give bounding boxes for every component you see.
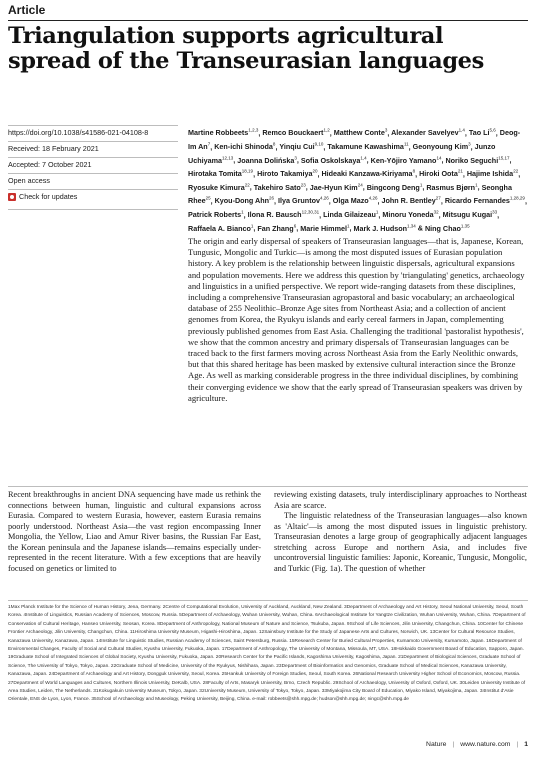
page-footer bbox=[8, 738, 528, 750]
author-affiliation-marker: 11 bbox=[403, 141, 409, 147]
author-name: Minoru Yoneda$^{32}$ bbox=[382, 209, 439, 219]
abstract: The origin and early dispersal of speakers of Transeurasian languages—that is, Japanese, Korean, Tungusic, Mongolic and Turkic—is among the most disputed issues of Eurasian population history. A key problem is the relationship between linguistic dispersals, agricultural expansions and population movements. Here we address this question by 'triangulating' genetics, archaeology and linguistics in a unified perspective. We report wide-ranging datasets from these disciplines, including a comprehensive Transeurasian agropastoral and basic vocabulary; an archaeological database of 255 Neolithic–Bronze Age sites from Northeast Asia; and a collection of ancient genomes from Korea, the Ryukyu islands and early cereal farmers in Japan, complementing previously published genomes from East Asia. Challenging the traditional 'pastoralist hypothesis', we show that the common ancestry and primary dispersals of Transeurasian languages can be traced back to the first farmers moving across Northeast Asia from the Early Neolithic onwards, but that this shared heritage has been masked by extensive cultural interaction since the Bronze Age. As well as marking considerable progress in the three individual disciplines, by combining their converging evidence we show that the early spread of Transeurasian speakers was driven by agriculture. bbox=[188, 236, 525, 403]
author-name: Deog-Im An$^7$ bbox=[188, 128, 521, 151]
author-name: Takehiro Sato$^{23}$ bbox=[253, 182, 306, 192]
author-name: Seongha Rhee$^{25}$ bbox=[188, 182, 512, 206]
journal-name: Nature bbox=[426, 740, 447, 748]
author-affiliation-marker: 1 bbox=[475, 182, 478, 188]
author-name: Yinqiu Cui$^{9,10}$ bbox=[279, 141, 324, 151]
article-type-label: Article bbox=[8, 3, 46, 17]
author-affiliation-marker: 22 bbox=[244, 182, 250, 188]
author-affiliation-marker: 12,13 bbox=[221, 155, 234, 161]
author-name: Ning Chao$^{1,35}$ bbox=[424, 223, 470, 233]
open-access-label: Open access bbox=[8, 174, 178, 190]
author-affiliation-marker: 15,17 bbox=[498, 155, 510, 161]
affiliations-footnote: 1Max Planck Institute for the Science of Human History, Jena, Germany. 2Centre of Computational Evolution, University of Auckland, Auckland, New Zealand. 3Department of Archaeology and Art History, Seoul National University, Seoul, South Korea. 4Institute of Linguistics, Russian Academy of Sciences, Moscow, Russia. 5Department of Archaeology, Wuhan University, Wuhan, China. 6Archaeological Institute for Yangtze Civilization, Wuhan University, Wuhan, China. 7Department of Conservation of Cultural Heritage, Hanseo University, Seosan, Korea. 8Department of Anthropology, National Museum of Nature and Science, Tsukuba, Japan. 9School of Life Sciences, Jilin University, Changchun, China. 10Center for Chinese Frontier Archaeology, Jilin University, Changchun, China. 11Hiroshima University Museum, Higashi-Hiroshima, Japan. 12Sainsbury Institute for the Study of Japanese Arts and Cultures, Norwich, UK. 13Center for Cultural Resource Studies, Kanazawa University, Kanazawa, Japan. 14Institute for Linguistic Studies, Russian Academy of Sciences, Saint Petersburg, Russia. 15Research Center for Buried Cultural Properties, Kumamoto University, Kumamoto, Japan. 16Department of Environmental Changes, Faculty of Social and Cultural Studies, Kyushu University, Fukuoka, Japan. 17Department of Anthropology, The University of Montana, Missoula, MT, USA. 18Hokkaido Government Board of Education, Sapporo, Japan. 19Graduate School of Integrated Sciences of Global Society, Kyushu University, Fukuoka, Japan. 20Research Center for the Pacific Islands, Kagoshima University, Kagoshima, Japan. 21Department of Biological Sciences, Graduate School of Science, The University of Tokyo, Tokyo, Japan. 22Graduate School of Medicine, University of the Ryukyus, Nishihara, Japan. 23Department of Bioinformatics and Genomics, Graduate School of Medical Sciences, Kanazawa University, Kanazawa, Japan. 24Department of Archaeology and Art History, Dongguk University, Seoul, Korea. 25Hankuk University of Foreign Studies, Seoul, South Korea. 26National Research University Higher School of Economics, Moscow, Russia. 27Department of World Languages and Cultures, Northern Illinois University, DeKalb, USA. 28Faculty of Arts, Masaryk University, Brno, Czech Republic. 29School of Archaeology, University of Oxford, Oxford, UK. 30Leiden University Institute of Area Studies, Leiden, The Netherlands. 31Kokugakuin University Museum, Tokyo, Japan. 32University Museum, University of Tokyo, Tokyo, Japan. 33Miyakojima City Board of Education, Miyako Island, Miyakojima, Japan. 34Institut d'Asie Orientale, ENS de Lyon, Lyon, France. 35School of Archaeology and Museology, Peking University, Beijing, China. e-mail: robbeets@shh.mpg.de; hudson@shh.mpg.de; ningc@shh.mpg.de bbox=[8, 605, 526, 703]
author-affiliation-marker: 18,19 bbox=[241, 168, 254, 174]
author-name: Matthew Conte$^3$ bbox=[333, 128, 388, 138]
footer-separator: | bbox=[452, 740, 455, 748]
author-affiliation-marker: 1,34 bbox=[407, 223, 416, 229]
author-name: Hideaki Kanzawa-Kiriyama$^8$ bbox=[321, 168, 416, 179]
author-name: Mark J. Hudson$^{1,34}$ bbox=[353, 223, 416, 233]
author-affiliation-marker: 3 bbox=[294, 155, 297, 161]
author-name: Hajime Ishida$^{22}$ bbox=[466, 168, 519, 179]
author-affiliation-marker: 32 bbox=[433, 209, 439, 215]
author-name: Sofia Oskolskaya$^{1,4}$ bbox=[300, 155, 367, 165]
body-column-left bbox=[8, 490, 261, 574]
author-name: Raffaela A. Bianco$^1$ bbox=[188, 223, 254, 233]
author-name: John R. Bentley$^{27}$ bbox=[381, 195, 441, 206]
author-name: Tao Li$^{5,6}$ bbox=[468, 128, 496, 138]
author-affiliation-marker: 6 bbox=[293, 223, 297, 229]
author-affiliation-marker: 1 bbox=[375, 209, 379, 215]
author-affiliation-marker: 4,26 bbox=[368, 195, 378, 201]
author-name: Remco Bouckaert$^{1,2}$ bbox=[262, 128, 330, 138]
body-paragraph: The linguistic relatedness of the Transeurasian languages—also known as 'Altaic'—is among the most disputed issues in linguistic prehistory. Transeurasian denotes a large group of geographically adjacent languages stretching across Europe and northern Asia, and includes five uncontroversial linguistic families: Japonic, Koreanic, Tungusic, Mongolic, and Turkic (Fig. 1a). The question of whether bbox=[274, 511, 527, 573]
author-affiliation-marker: 1 bbox=[419, 182, 423, 188]
author-affiliation-marker: 1,2,3 bbox=[248, 128, 259, 133]
page-number: 1 bbox=[524, 740, 528, 748]
check-updates-button[interactable] bbox=[8, 190, 178, 210]
body-paragraph: reviewing existing datasets, truly interdisciplinary approaches to Northeast Asia are scarce. bbox=[274, 490, 527, 510]
author-name: Linda Gilaizeau$^1$ bbox=[323, 209, 379, 219]
author-name: Ken-ichi Shinoda$^8$ bbox=[214, 141, 276, 151]
author-affiliation-marker: 9,10 bbox=[314, 141, 324, 147]
author-name: Junzo Uchiyama$^{12,13}$ bbox=[188, 141, 496, 165]
author-affiliation-marker: 3 bbox=[384, 128, 388, 133]
doi-link[interactable]: https://doi.org/10.1038/s41586-021-04108-8 bbox=[8, 125, 178, 142]
author-affiliation-marker: 1,4 bbox=[458, 128, 465, 133]
author-affiliation-marker: 4,26 bbox=[319, 195, 329, 201]
author-affiliation-marker: 24 bbox=[357, 182, 363, 188]
body-column-right bbox=[274, 490, 527, 574]
author-affiliation-marker: 5,6 bbox=[489, 128, 496, 133]
author-name: Olga Mazo$^{4,26}$ bbox=[332, 195, 378, 206]
author-name: Hiroki Oota$^{21}$ bbox=[419, 168, 463, 179]
author-affiliation-marker: 3 bbox=[468, 141, 471, 147]
author-name: Takamune Kawashima$^{11}$ bbox=[327, 141, 409, 151]
author-name: Joanna Dolińska$^3$ bbox=[237, 155, 297, 165]
author-name: Ilya Gruntov$^{4,26}$ bbox=[278, 195, 329, 206]
author-name: Kyou-Dong Ahn$^{26}$ bbox=[214, 195, 275, 206]
author-affiliation-marker: 1,28,29 bbox=[509, 195, 525, 201]
author-name: Mitsugu Kugai$^{33}$ bbox=[442, 209, 498, 219]
author-affiliation-marker: 27 bbox=[435, 195, 441, 201]
author-name: Jae-Hyun Kim$^{24}$ bbox=[309, 182, 363, 192]
author-affiliation-marker: 1 bbox=[250, 223, 254, 229]
author-name: Ken-Yōjiro Yamano$^{14}$ bbox=[370, 155, 442, 165]
author-affiliation-marker: 23 bbox=[300, 182, 306, 188]
author-affiliation-marker: 8 bbox=[272, 141, 276, 147]
author-name: Ricardo Fernandes$^{1,28,29}$ bbox=[444, 195, 525, 206]
author-name: Fan Zhang$^6$ bbox=[257, 223, 297, 233]
author-name: Martine Robbeets$^{1,2,3}$ bbox=[188, 128, 259, 138]
check-updates-icon bbox=[8, 193, 16, 201]
author-affiliation-marker: 25 bbox=[205, 195, 211, 201]
author-affiliation-marker: 26 bbox=[269, 195, 275, 201]
received-date: Received: 18 February 2021 bbox=[8, 142, 178, 158]
author-name: Alexander Savelyev$^{1,4}$ bbox=[391, 128, 465, 138]
author-affiliation-marker: 21 bbox=[457, 168, 463, 174]
author-name: Patrick Roberts$^1$ bbox=[188, 209, 244, 219]
author-name: Marie Himmel$^1$ bbox=[300, 223, 350, 233]
journal-url[interactable]: www.nature.com bbox=[460, 740, 511, 748]
author-affiliation-marker: 12,30,31 bbox=[301, 209, 320, 215]
check-updates-label: Check for updates bbox=[19, 192, 78, 201]
accepted-date: Accepted: 7 October 2021 bbox=[8, 158, 178, 174]
body-divider bbox=[8, 486, 528, 487]
author-list: Martine Robbeets$^{1,2,3}$, Remco Bouckaert$^{1,2}$, Matthew Conte$^3$, Alexander Savelyev$^{1,4}$, Tao Li$^{5,6}$, Deog-Im An$^7$, Ken-ichi Shinoda$^8$, Yinqiu Cui$^{9,10}$, Takamune Kawashima$^{11}$, Geonyoung Kim$^3$, Junzo Uchiyama$^{12,13}$, Joanna Dolińska$^3$, Sofia Oskolskaya$^{1,4}$, Ken-Yōjiro Yamano$^{14}$, Noriko Seguchi$^{15,17}$, Hirotaka Tomita$^{18,19}$, Hiroto Takamiya$^{20}$, Hideaki Kanzawa-Kiriyama$^8$, Hiroki Oota$^{21}$, Hajime Ishida$^{22}$, Ryosuke Kimura$^{22}$, Takehiro Sato$^{23}$, Jae-Hyun Kim$^{24}$, Bingcong Deng$^1$, Rasmus Bjørn$^1$, Seongha Rhee$^{25}$, Kyou-Dong Ahn$^{26}$, Ilya Gruntov$^{4,26}$, Olga Mazo$^{4,26}$, John R. Bentley$^{27}$, Ricardo Fernandes$^{1,28,29}$, Patrick Roberts$^1$, Ilona R. Bausch$^{12,30,31}$, Linda Gilaizeau$^1$, Minoru Yoneda$^{32}$, Mitsugu Kugai$^{33}$, Raffaela A. Bianco$^1$, Fan Zhang$^6$, Marie Himmel$^1$, Mark J. Hudson$^{1,34}$ & Ning Chao$^{1,35}$ bbox=[188, 128, 527, 233]
author-affiliation-marker: 1 bbox=[346, 223, 350, 229]
author-affiliation-marker: 14 bbox=[436, 155, 442, 161]
author-affiliation-marker: 1,4 bbox=[360, 155, 367, 161]
author-affiliation-marker: 1 bbox=[241, 209, 244, 215]
article-meta-panel bbox=[8, 125, 178, 210]
author-name: Geonyoung Kim$^3$ bbox=[412, 141, 471, 151]
author-affiliation-marker: 7 bbox=[207, 141, 211, 147]
author-name: Hirotaka Tomita$^{18,19}$ bbox=[188, 168, 254, 179]
footnote-divider bbox=[8, 600, 528, 601]
author-name: Noriko Seguchi$^{15,17}$ bbox=[445, 155, 510, 165]
author-name: Bingcong Deng$^1$ bbox=[366, 182, 423, 192]
top-divider bbox=[8, 20, 528, 21]
author-affiliation-marker: 8 bbox=[412, 168, 416, 174]
author-name: Rasmus Bjørn$^1$ bbox=[426, 182, 478, 192]
author-affiliation-marker: 1,2 bbox=[323, 128, 330, 133]
author-affiliation-marker: 22 bbox=[513, 168, 519, 174]
author-affiliation-marker: 1,35 bbox=[460, 223, 470, 229]
author-affiliation-marker: 20 bbox=[312, 168, 318, 174]
body-paragraph: Recent breakthroughs in ancient DNA sequencing have made us rethink the connections between human, linguistic and cultural expansions across Eurasia. Compared to western Eurasia, however, eastern Eurasia remains poorly understood. Northeast Asia—the vast region encompassing Inner Mongolia, the Yellow, Liao and Amur River basins, the Russian Far East, the Korean peninsula and the Japanese islands—remains especially under-represented in the recent literature. With a few exceptions that are heavily focused on genetics or limited to bbox=[8, 490, 261, 573]
author-name: Ryosuke Kimura$^{22}$ bbox=[188, 182, 250, 192]
footer-separator: | bbox=[516, 740, 519, 748]
article-title: Triangulation supports agricultural spread of the Transeurasian languages bbox=[8, 23, 484, 74]
author-name: Ilona R. Bausch$^{12,30,31}$ bbox=[247, 209, 320, 219]
author-name: Hiroto Takamiya$^{20}$ bbox=[257, 168, 318, 179]
author-affiliation-marker: 33 bbox=[492, 209, 498, 215]
